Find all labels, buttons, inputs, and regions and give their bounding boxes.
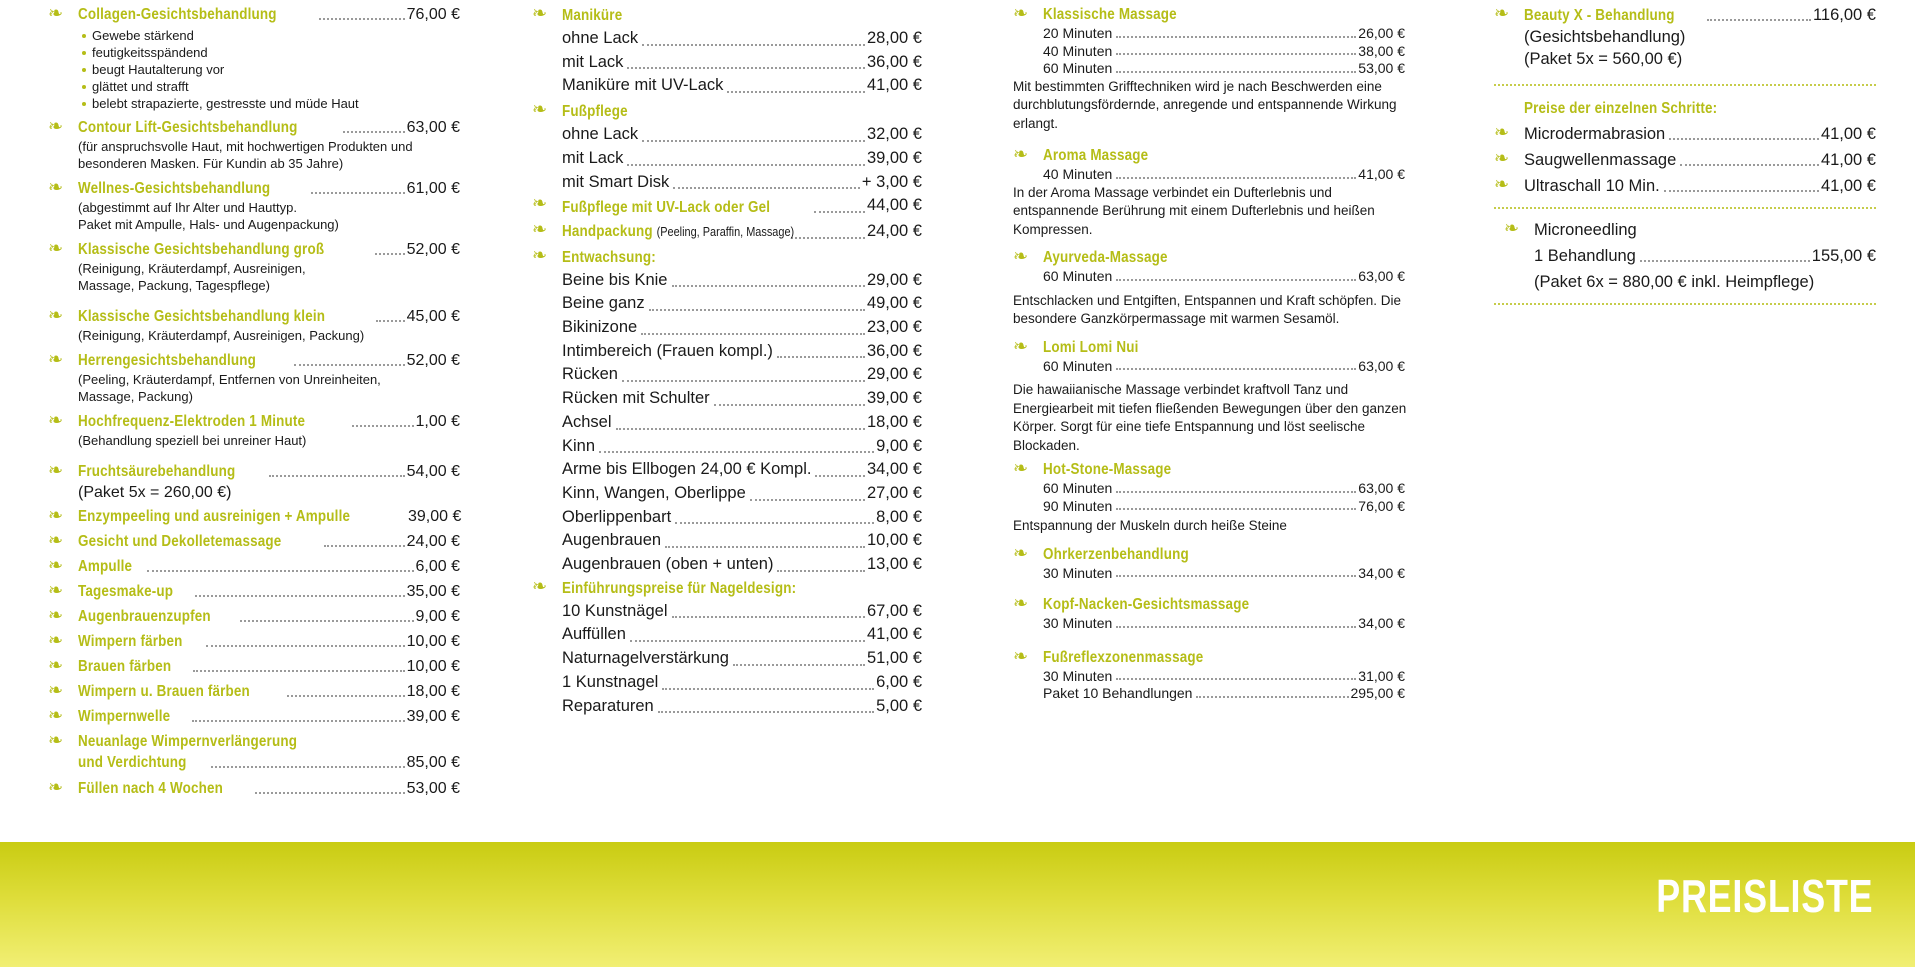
- fleuron-icon: ❧: [48, 305, 64, 326]
- section-heading: Preise der einzelnen Schritte:: [1524, 100, 1718, 117]
- footer-band: [0, 842, 1915, 967]
- dot-leader: [319, 18, 405, 20]
- fleuron-icon: ❧: [48, 680, 64, 701]
- dot-leader: [641, 333, 865, 335]
- column-facial: [48, 4, 460, 799]
- item-price: 24,00 €: [866, 221, 922, 240]
- price-item: 60 Minuten 63,00 €: [1043, 268, 1405, 284]
- section-heading: Kopf-Nacken-Gesichtsmassage: [1043, 596, 1250, 613]
- item-price: 45,00 €: [406, 308, 460, 325]
- section-hot-stone: [1013, 459, 1413, 515]
- section-klassische-massage: [1013, 4, 1413, 78]
- dot-leader: [1116, 36, 1356, 38]
- dot-leader: [269, 475, 404, 477]
- item-name: Wimpern u. Brauen färben: [78, 683, 250, 700]
- dot-leader: [1116, 71, 1356, 73]
- dot-leader: [1116, 53, 1356, 55]
- price-item: Auffüllen 41,00 €: [562, 625, 922, 644]
- price-item: Arme bis Ellbogen 24,00 € Kompl. 34,00 €: [562, 460, 922, 479]
- price-item: Beine bis Knie 29,00 €: [562, 270, 922, 289]
- item-name: Wimpern färben: [78, 633, 183, 650]
- section-heading: Einführungspreise für Nageldesign:: [562, 579, 797, 597]
- fleuron-icon: ❧: [48, 460, 64, 481]
- price-item: [48, 350, 460, 405]
- section-heading: Maniküre: [562, 7, 623, 24]
- price-item: [48, 681, 460, 702]
- section-aroma-massage: [1013, 145, 1413, 184]
- benefit-list: [78, 27, 460, 112]
- price-item: [48, 117, 460, 172]
- price-item: [48, 556, 460, 577]
- dot-leader: [815, 475, 864, 477]
- section-description: In der Aroma Massage verbindet ein Dufterlebnis und entspannende Berührung mit einem Dufterlebnis und heißen Kompressen.: [1013, 184, 1375, 237]
- price-item: [48, 506, 460, 527]
- dot-leader: [642, 140, 865, 142]
- price-item: 1 Kunstnagel 6,00 €: [562, 672, 922, 691]
- item-name: Contour Lift-Gesichtsbehandlung: [78, 119, 298, 136]
- dot-leader: [642, 44, 865, 46]
- price-item: 60 Minuten 53,00 €: [1043, 60, 1405, 76]
- item-price: 24,00 €: [406, 533, 460, 550]
- dot-leader: [1116, 491, 1356, 493]
- item-name: Füllen nach 4 Wochen: [78, 780, 224, 797]
- item-price: 54,00 €: [406, 463, 460, 480]
- item-price: 18,00 €: [406, 683, 460, 700]
- section-description: Mit bestimmten Grifftechniken wird je nach Beschwerden eine durchblutungsfördernde, anregende und entspannende Wirkung erlangt.: [1013, 78, 1397, 131]
- dot-leader: [324, 545, 404, 547]
- item-name: und Verdichtung: [78, 754, 187, 771]
- item-name: Fußpflege mit UV-Lack oder Gel: [562, 198, 771, 216]
- section-lomi-lomi: [1013, 337, 1413, 376]
- fleuron-icon: ❧: [532, 3, 548, 24]
- fleuron-icon: ❧: [1013, 144, 1029, 165]
- dot-leader: [294, 364, 405, 366]
- item-description: (Paket 5x = 260,00 €): [78, 484, 232, 501]
- item-price: 39,00 €: [407, 508, 462, 525]
- section-entwachsung: [532, 246, 922, 577]
- section-heading: Hot-Stone-Massage: [1043, 461, 1172, 478]
- fleuron-icon: ❧: [1013, 335, 1029, 357]
- dot-leader: [665, 546, 865, 548]
- section-heading: Ayurveda-Massage: [1043, 249, 1168, 266]
- price-item: 60 Minuten 63,00 €: [1043, 357, 1405, 374]
- fleuron-icon: ❧: [48, 777, 64, 798]
- fleuron-icon: ❧: [1013, 458, 1029, 479]
- price-item: ohne Lack 32,00 €: [562, 125, 922, 144]
- dot-leader: [750, 499, 865, 501]
- fleuron-icon: ❧: [48, 555, 64, 576]
- item-name: Herrengesichtsbehandlung: [78, 352, 257, 369]
- list-item: Gewebe stärkend: [92, 27, 460, 44]
- price-item: [532, 194, 922, 218]
- dot-leader: [195, 595, 404, 597]
- dot-leader: [311, 192, 405, 194]
- price-item: [48, 731, 460, 773]
- fleuron-icon: ❧: [1494, 122, 1510, 143]
- fleuron-icon: ❧: [48, 630, 64, 651]
- dot-leader: [206, 645, 404, 647]
- section-heading: Microneedling: [1534, 221, 1637, 239]
- item-price: 53,00 €: [406, 780, 460, 797]
- price-item: 60 Minuten 63,00 €: [1043, 480, 1405, 496]
- dot-leader: [1116, 626, 1356, 628]
- price-item: mit Lack 36,00 €: [562, 52, 922, 71]
- dotted-divider: [1494, 303, 1876, 305]
- price-item: [48, 581, 460, 602]
- dot-leader: [616, 428, 865, 430]
- item-name: Ampulle: [78, 558, 133, 575]
- dot-leader: [1707, 19, 1811, 21]
- dot-leader: [1664, 190, 1819, 192]
- list-item: beugt Hautalterung vor: [92, 61, 460, 78]
- item-price: 1,00 €: [415, 413, 460, 430]
- price-item: ❧ Saugwellenmassage 41,00 €: [1494, 148, 1876, 169]
- dot-leader: [658, 711, 874, 713]
- dot-leader: [287, 695, 405, 697]
- price-item: 40 Minuten 41,00 €: [1043, 166, 1405, 182]
- price-item: Rücken mit Schulter 39,00 €: [562, 389, 922, 408]
- fleuron-icon: ❧: [48, 730, 64, 751]
- dot-leader: [1116, 508, 1356, 510]
- price-item: Augenbrauen 10,00 €: [562, 531, 922, 550]
- price-item: Intimbereich (Frauen kompl.) 36,00 €: [562, 341, 922, 360]
- dot-leader: [1680, 164, 1819, 166]
- dot-leader: [1669, 138, 1819, 140]
- fleuron-icon: ❧: [48, 705, 64, 726]
- fleuron-icon: ❧: [48, 349, 64, 370]
- section-heading: Fußreflexzonenmassage: [1043, 648, 1204, 666]
- section-heading: Klassische Massage: [1043, 6, 1177, 23]
- item-name: Fruchtsäurebehandlung: [78, 463, 236, 480]
- fleuron-icon: ❧: [1494, 148, 1510, 169]
- item-price: 35,00 €: [406, 583, 460, 600]
- price-item: Rücken 29,00 €: [562, 365, 922, 384]
- price-item: Oberlippenbart 8,00 €: [562, 507, 922, 526]
- item-name: Tagesmake-up: [78, 583, 174, 600]
- item-name: Klassische Gesichtsbehandlung groß: [78, 241, 325, 258]
- price-item: Maniküre mit UV-Lack 41,00 €: [562, 76, 922, 95]
- price-item: 90 Minuten 76,00 €: [1043, 497, 1405, 514]
- section-description: Entspannung der Muskeln durch heiße Steine: [1013, 518, 1287, 533]
- item-name: Hochfrequenz-Elektroden 1 Minute: [78, 413, 306, 430]
- column-beauty-x: [1494, 4, 1876, 305]
- dot-leader: [193, 670, 405, 672]
- price-item: [48, 606, 460, 627]
- item-price: 61,00 €: [406, 180, 460, 197]
- item-price: 85,00 €: [406, 754, 460, 771]
- dot-leader: [1116, 575, 1356, 577]
- item-name: Klassische Gesichtsbehandlung klein: [78, 308, 326, 325]
- dot-leader: [814, 211, 865, 213]
- column-hands-feet: [532, 4, 922, 718]
- item-name: Augenbrauenzupfen: [78, 608, 211, 625]
- item-price: 76,00 €: [406, 6, 460, 23]
- price-item: [48, 4, 460, 112]
- dot-leader: [1116, 177, 1356, 179]
- dot-leader: [627, 164, 865, 166]
- fleuron-icon: ❧: [48, 410, 64, 431]
- dot-leader: [672, 616, 865, 618]
- section-ohrkerzen: [1013, 544, 1413, 583]
- price-item: ❧ Microdermabrasion 41,00 €: [1494, 122, 1876, 143]
- item-price: 52,00 €: [406, 241, 460, 258]
- fleuron-icon: ❧: [1013, 246, 1029, 267]
- item-description: (Paket 5x = 560,00 €): [1524, 50, 1683, 68]
- price-item: 30 Minuten 34,00 €: [1043, 564, 1405, 581]
- item-name: Brauen färben: [78, 658, 172, 675]
- dot-leader: [1116, 279, 1356, 281]
- item-description: (Behandlung speziell bei unreiner Haut): [78, 433, 307, 448]
- fleuron-icon: ❧: [532, 218, 548, 240]
- price-item: Beine ganz 49,00 €: [562, 294, 922, 313]
- fleuron-icon: ❧: [48, 177, 64, 198]
- dot-leader: [627, 67, 865, 69]
- section-ayurveda-massage: [1013, 247, 1413, 286]
- fleuron-icon: ❧: [1013, 593, 1029, 614]
- price-item: [48, 239, 460, 294]
- section-heading: Lomi Lomi Nui: [1043, 338, 1139, 356]
- dot-leader: [733, 664, 865, 666]
- dot-leader: [255, 792, 405, 794]
- item-detail: (Peeling, Paraffin, Massage): [656, 223, 795, 239]
- fleuron-icon: ❧: [1013, 645, 1029, 667]
- dot-leader: [1116, 678, 1356, 680]
- section-heading: Ohrkerzenbehandlung: [1043, 545, 1189, 563]
- price-item: Bikinizone 23,00 €: [562, 318, 922, 337]
- simple-item-list: [48, 506, 460, 727]
- price-item: [48, 656, 460, 677]
- item-description: (Reinigung, Kräuterdampf, Ausreinigen, Packung): [78, 328, 365, 343]
- dot-leader: [375, 253, 405, 255]
- dot-leader: [630, 640, 865, 642]
- dot-leader: [192, 720, 405, 722]
- item-name: Handpackung: [562, 222, 653, 240]
- fleuron-icon: ❧: [48, 530, 64, 551]
- section-description: Die hawaiianische Massage verbindet kraftvoll Tanz und Energiearbeit mit tiefen fließenden Bewegungen über den ganzen Körper. Sorgt für eine tiefe Entspannung und löst seelische Blockaden.: [1013, 382, 1407, 453]
- item-price: 116,00 €: [1812, 6, 1876, 24]
- price-item: ❧ Ultraschall 10 Min. 41,00 €: [1494, 174, 1876, 195]
- section-heading: Aroma Massage: [1043, 147, 1149, 164]
- fleuron-icon: ❧: [48, 238, 64, 259]
- dotted-divider: [1494, 207, 1876, 209]
- dot-leader: [1116, 368, 1356, 370]
- item-description: (Reinigung, Kräuterdampf, Ausreinigen, Massage, Packung, Tagespflege): [78, 261, 306, 293]
- item-description: (Gesichtsbehandlung): [1524, 28, 1686, 46]
- dot-leader: [672, 285, 865, 287]
- price-item: [532, 220, 922, 244]
- dot-leader: [376, 320, 404, 322]
- item-name: Wellnes-Gesichtsbehandlung: [78, 180, 271, 197]
- list-item: feutigkeitsspändend: [92, 44, 460, 61]
- list-item: belebt strapazierte, gestresste und müde Haut: [92, 95, 460, 112]
- fleuron-icon: ❧: [532, 193, 548, 215]
- price-item: [48, 178, 460, 233]
- fleuron-icon: ❧: [1494, 174, 1510, 195]
- fleuron-icon: ❧: [1013, 542, 1029, 564]
- dot-leader: [777, 356, 865, 358]
- item-description: (Paket 6x = 880,00 € inkl. Heimpflege): [1534, 273, 1815, 291]
- section-fusspflege: [532, 100, 922, 194]
- price-item: [48, 461, 460, 503]
- price-item: [1494, 4, 1876, 70]
- dot-leader: [675, 522, 874, 524]
- item-price: 10,00 €: [406, 658, 460, 675]
- item-name: Collagen-Gesichtsbehandlung: [78, 6, 277, 23]
- price-item: mit Lack 39,00 €: [562, 148, 922, 167]
- price-item: ohne Lack 28,00 €: [562, 29, 922, 47]
- dot-leader: [1196, 696, 1348, 698]
- item-name: Gesicht und Dekolletemassage: [78, 533, 282, 550]
- price-item: [48, 706, 460, 727]
- price-item: Augenbrauen (oben + unten) 13,00 €: [562, 555, 922, 574]
- item-price: 10,00 €: [406, 633, 460, 650]
- dot-leader: [673, 187, 860, 189]
- price-item: Naturnagelverstärkung 51,00 €: [562, 649, 922, 668]
- price-item: Paket 10 Behandlungen 295,00 €: [1043, 685, 1405, 701]
- section-heading: Fußpflege: [562, 103, 628, 121]
- item-price: 9,00 €: [415, 608, 460, 625]
- price-item: 1 Behandlung 155,00 €: [1534, 247, 1876, 265]
- price-item: 30 Minuten 31,00 €: [1043, 667, 1405, 684]
- dot-leader: [147, 570, 414, 572]
- item-price: 63,00 €: [406, 119, 460, 136]
- item-price: 44,00 €: [866, 196, 922, 215]
- item-description: Paket mit Ampulle, Hals- und Augenpackung): [78, 217, 339, 232]
- section-nageldesign: [532, 577, 922, 719]
- price-item: 10 Kunstnägel 67,00 €: [562, 601, 922, 620]
- section-description: Entschlacken und Entgiften, Entspannen und Kraft schöpfen. Die besondere Ganzkörpermassage mit warmen Sesamöl.: [1013, 292, 1402, 326]
- dot-leader: [791, 237, 865, 239]
- dot-leader: [599, 451, 874, 453]
- item-name: Enzympeeling und ausreinigen + Ampulle: [78, 508, 351, 525]
- fleuron-icon: ❧: [48, 3, 64, 24]
- section-microneedling: [1494, 219, 1876, 293]
- item-description: (abgestimmt auf Ihr Alter und Hauttyp.: [78, 200, 297, 215]
- item-name: Wimpernwelle: [78, 708, 171, 725]
- item-price: 6,00 €: [415, 558, 460, 575]
- dot-leader: [622, 380, 865, 382]
- section-manikuere: [532, 4, 922, 98]
- item-description: (für anspruchsvolle Haut, mit hochwertigen Produkten und besonderen Masken. Für Kundin ab 35 Jahre): [78, 139, 413, 171]
- fleuron-icon: ❧: [1494, 3, 1510, 24]
- dot-leader: [240, 620, 413, 622]
- fleuron-icon: ❧: [1013, 3, 1029, 24]
- price-item: 30 Minuten 34,00 €: [1043, 615, 1405, 631]
- list-item: glättet und strafft: [92, 78, 460, 95]
- fleuron-icon: ❧: [532, 99, 548, 121]
- dot-leader: [1640, 260, 1810, 262]
- item-name: Beauty X - Behandlung: [1524, 7, 1675, 24]
- price-item: [48, 411, 460, 449]
- dot-leader: [649, 309, 865, 311]
- fleuron-icon: ❧: [48, 605, 64, 626]
- item-price: 39,00 €: [406, 708, 460, 725]
- price-item: 40 Minuten 38,00 €: [1043, 42, 1405, 59]
- price-item: Kinn 9,00 €: [562, 436, 922, 455]
- dotted-divider: [1494, 84, 1876, 86]
- fleuron-icon: ❧: [48, 116, 64, 137]
- dot-leader: [777, 570, 864, 572]
- fleuron-icon: ❧: [48, 580, 64, 601]
- price-item: [48, 631, 460, 652]
- price-item: mit Smart Disk + 3,00 €: [562, 172, 922, 191]
- price-item: 20 Minuten 26,00 €: [1043, 25, 1405, 41]
- fleuron-icon: ❧: [532, 244, 548, 266]
- column-massage: [1013, 4, 1413, 703]
- dot-leader: [343, 131, 404, 133]
- item-price: 52,00 €: [406, 352, 460, 369]
- price-item: Achsel 18,00 €: [562, 412, 922, 431]
- dot-leader: [714, 404, 865, 406]
- fleuron-icon: ❧: [532, 575, 548, 597]
- price-item: [48, 778, 460, 799]
- price-item: [48, 306, 460, 344]
- dot-leader: [727, 91, 865, 93]
- price-item: [48, 531, 460, 552]
- page-title: PREISLISTE: [1655, 870, 1873, 922]
- section-heading: Entwachsung:: [562, 248, 656, 266]
- price-item: Reparaturen 5,00 €: [562, 696, 922, 715]
- dot-leader: [211, 766, 404, 768]
- fleuron-icon: ❧: [48, 655, 64, 676]
- fleuron-icon: ❧: [1504, 218, 1520, 239]
- dot-leader: [662, 688, 874, 690]
- price-item: Kinn, Wangen, Oberlippe 27,00 €: [562, 483, 922, 502]
- item-description: (Peeling, Kräuterdampf, Entfernen von Unreinheiten, Massage, Packung): [78, 372, 381, 404]
- dot-leader: [352, 425, 413, 427]
- section-kopf-nacken: [1013, 594, 1413, 633]
- section-fussreflex: [1013, 647, 1413, 703]
- fleuron-icon: ❧: [48, 505, 64, 526]
- item-name: Neuanlage Wimpernverlängerung: [78, 733, 298, 750]
